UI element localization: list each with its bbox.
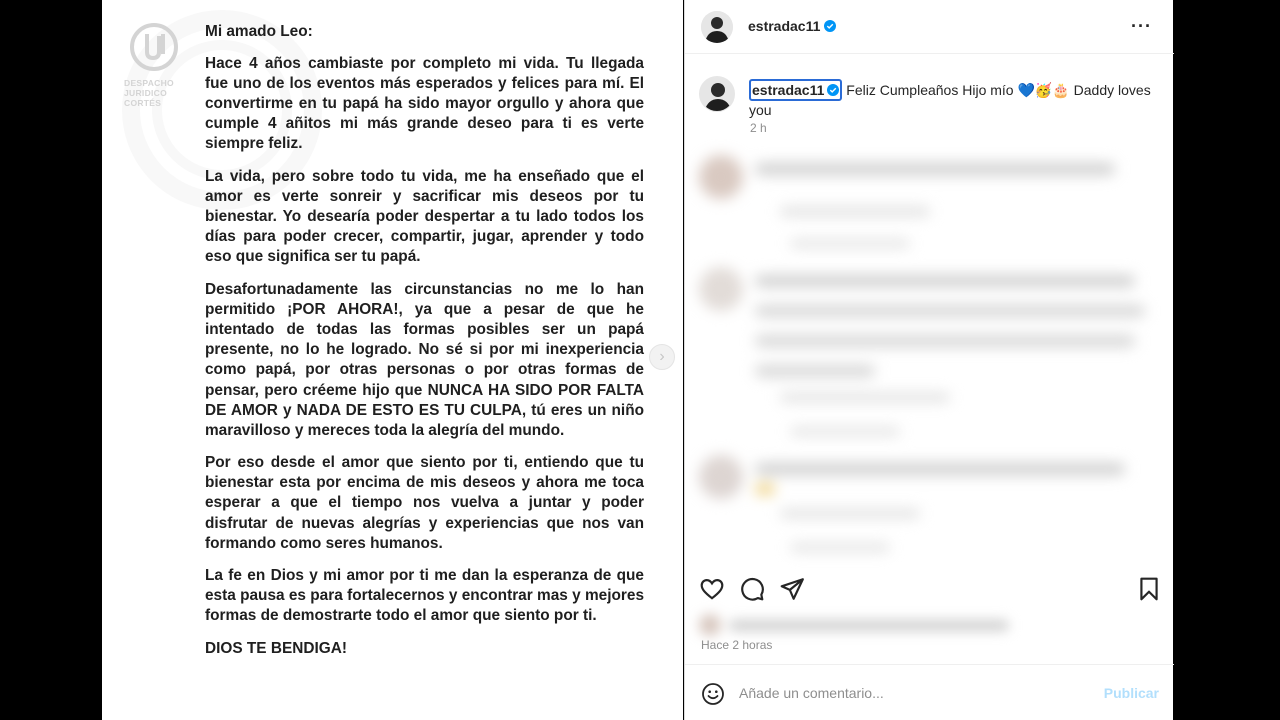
post-panel (684, 0, 1173, 720)
header-username-link[interactable] (748, 18, 836, 34)
avatar[interactable] (699, 76, 735, 112)
logo-line-1: DESPACHO (124, 78, 174, 88)
letter-paragraph-1: Hace 4 años cambiaste por completo mi vida. Tu llegada fue uno de los eventos más esperados y felices para mí. El convertirme en tu papá ha sido mayor orgullo y ahora que cumple 4 añitos mi más grande deseo para ti es verte siempre feliz. (205, 55, 644, 153)
header-username: estradac11 (748, 18, 821, 34)
letter-closing: DIOS TE BENDIGA! (205, 640, 347, 658)
blurred-comment-replies (790, 543, 890, 552)
more-options-button[interactable] (1131, 16, 1152, 37)
more-icon: ··· (1131, 16, 1152, 36)
bookmark-icon[interactable] (1136, 576, 1162, 602)
blurred-comment-avatar (699, 267, 743, 311)
blurred-comment-meta (780, 509, 920, 518)
post-header (685, 0, 1174, 54)
share-icon[interactable] (779, 576, 805, 602)
law-firm-logo (124, 22, 184, 142)
blurred-comment-meta (780, 393, 950, 402)
blurred-comment-replies (790, 239, 910, 248)
profile-photo-icon (701, 11, 733, 43)
comment-icon[interactable] (739, 576, 765, 602)
comment-input[interactable] (739, 681, 1089, 705)
blurred-comment-line (755, 305, 1145, 317)
letter-greeting: Mi amado Leo: (205, 23, 313, 40)
letter-paragraph-4: Por eso desde el amor que siento por ti, entiendo que tu bienestar esta por encima de mis deseos y ahora me toca esperar a que el tiempo nos vuelva a juntar y poder disfrutar de nuevas alegrías y experiencias que nos van formando como seres humanos. (205, 454, 644, 552)
blurred-comment-line (755, 335, 1135, 347)
blurred-comment-avatar (699, 455, 743, 499)
logo-text (124, 78, 184, 108)
blurred-comment-line (755, 163, 1115, 175)
blurred-comment-line (755, 365, 875, 377)
blurred-comment-line (755, 275, 1135, 287)
logo-line-3: CORTÉS (124, 98, 162, 108)
caption-username: estradac11 (752, 82, 825, 98)
post-caption (685, 60, 1174, 140)
blurred-comment-emoji (755, 483, 775, 495)
letter-paragraph-5: La fe en Dios y mi amor por ti me dan la esperanza de que esta pausa es para fortalecernos y encontrar mas y mejores formas de demostrarte todo el amor que siento por ti. (205, 567, 644, 625)
post-image[interactable] (102, 0, 683, 720)
verified-badge-icon (827, 84, 839, 96)
carousel-next-button[interactable] (649, 344, 675, 370)
emoji-icon[interactable] (701, 682, 725, 706)
heart-icon[interactable] (699, 576, 725, 602)
blurred-comment-meta (780, 207, 930, 216)
logo-line-2: JURIDICO (124, 88, 168, 98)
profile-photo-icon (700, 77, 735, 112)
caption-username-link[interactable] (749, 79, 842, 101)
verified-badge-icon (824, 20, 836, 32)
caption-text (749, 79, 1161, 119)
letter-text (205, 22, 644, 672)
blurred-comment-avatar (699, 155, 743, 199)
add-comment-bar (685, 664, 1174, 720)
avatar[interactable] (701, 11, 733, 43)
publish-button[interactable]: Publicar (1103, 685, 1159, 701)
post-timestamp: Hace 2 horas (701, 638, 773, 652)
chevron-right-icon: › (659, 348, 665, 365)
blurred-comment-line (755, 463, 1125, 475)
action-bar (685, 573, 1174, 607)
dj-logo-icon (129, 22, 179, 72)
blurred-comment-replies (790, 427, 900, 436)
caption-message: Feliz Cumpleaños Hijo mío 💙🥳🎂 Daddy loves you (749, 82, 1151, 118)
comments-list (685, 145, 1174, 565)
letter-paragraph-3: Desafortunadamente las circunstancias no me lo han permitido ¡POR AHORA!, ya que a pesar de que he intentado de todas las formas posibles ser un papá presente, no lo he logrado. No sé si por mi inexperiencia como papá, por otras personas o por otras formas de pensar, pero créeme hijo que NUNCA HA SIDO POR FALTA DE AMOR y NADA DE ESTO ES TU CULPA, tú eres un niño maravilloso y mereces toda la alegría del mundo. (205, 281, 644, 439)
likes-summary-blurred (699, 612, 1019, 638)
caption-time: 2 h (750, 121, 767, 135)
letter-paragraph-2: La vida, pero sobre todo tu vida, me ha enseñado que el amor es verte sonreir y sacrificar mis deseos por tu bienestar. Yo desearía poder despertar a tu lado todos los días para poder crecer, compartir, jugar, aprender y todo eso que significa ser tu papá. (205, 168, 644, 266)
